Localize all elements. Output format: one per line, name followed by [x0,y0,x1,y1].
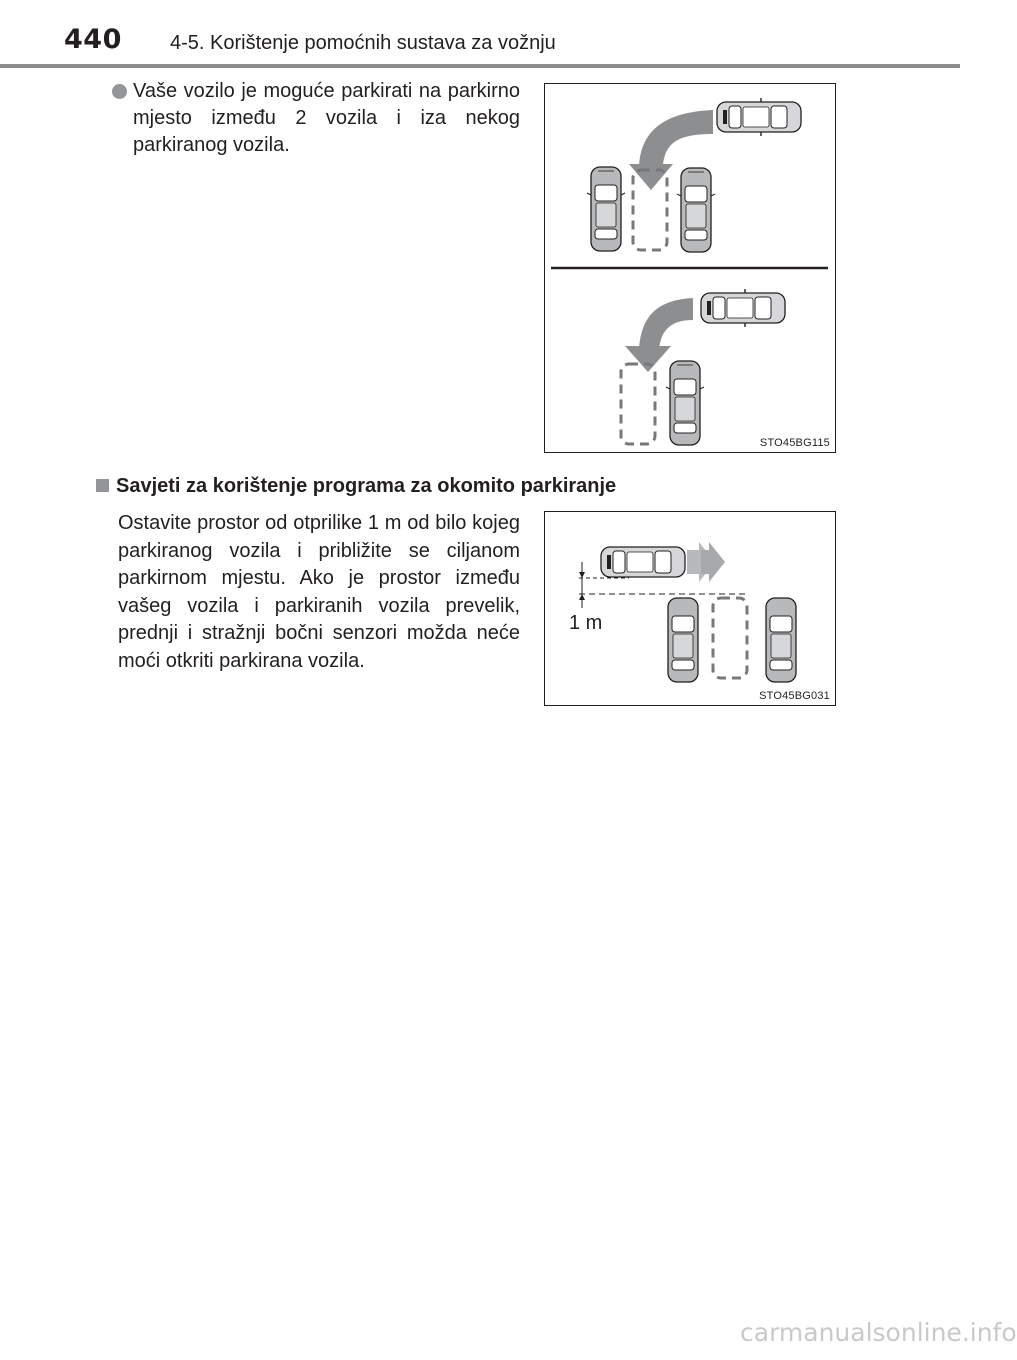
parked-car-right [766,598,796,682]
parked-car-left [668,598,698,682]
section-square-icon [96,479,109,492]
forward-arrow-2-icon [701,542,725,582]
body-paragraph: Ostavite prostor od otprilike 1 m od bilo kojeg parkiranog vozila i približite se ciljanom parkirnom mjestu. Ako je prostor između vašeg vozila i parkiranih vozila prevelik, prednji i stražnji bočni senzori možda neće moći otkriti parkirana vozila. [118,512,520,672]
figure-code: STO45BG031 [759,690,830,702]
page-number: 440 [64,24,122,55]
curved-arrow-top-body [639,110,713,166]
target-slot [713,598,747,678]
parked-car-bottom [666,361,704,445]
target-car-bottom [701,289,785,327]
curved-arrow-bottom-body [639,298,693,350]
curved-arrow-bottom-head [625,346,671,372]
section-heading-text: Savjeti za korištenje programa za okomito parkiranje [116,475,617,497]
distance-label: 1 m [569,612,603,634]
figure-parking-maneuvers [544,83,836,453]
watermark: carmanualsonline.info [740,1318,1017,1347]
section-heading [96,474,716,498]
bullet-dot-icon [112,84,127,99]
parked-car-right [677,168,715,252]
parking-diagram-1 [545,84,837,454]
target-slot-bottom [621,364,655,444]
bullet-item [112,78,520,159]
parking-diagram-2 [545,512,837,707]
moving-car [601,547,685,577]
figure-code: STO45BG115 [759,437,830,449]
figure-distance [544,511,836,706]
header-rule [0,64,960,68]
bullet-text: Vaše vozilo je moguće parkirati na parkirno mjesto između 2 vozila i iza nekog parkiranog vozila. [133,80,520,156]
dimension-arrow-down [579,572,585,578]
parked-car-left [587,167,625,251]
header-title: 4-5. Korištenje pomoćnih sustava za vožnju [170,32,556,54]
dimension-arrow-up [579,594,585,600]
target-car-top [717,98,801,136]
